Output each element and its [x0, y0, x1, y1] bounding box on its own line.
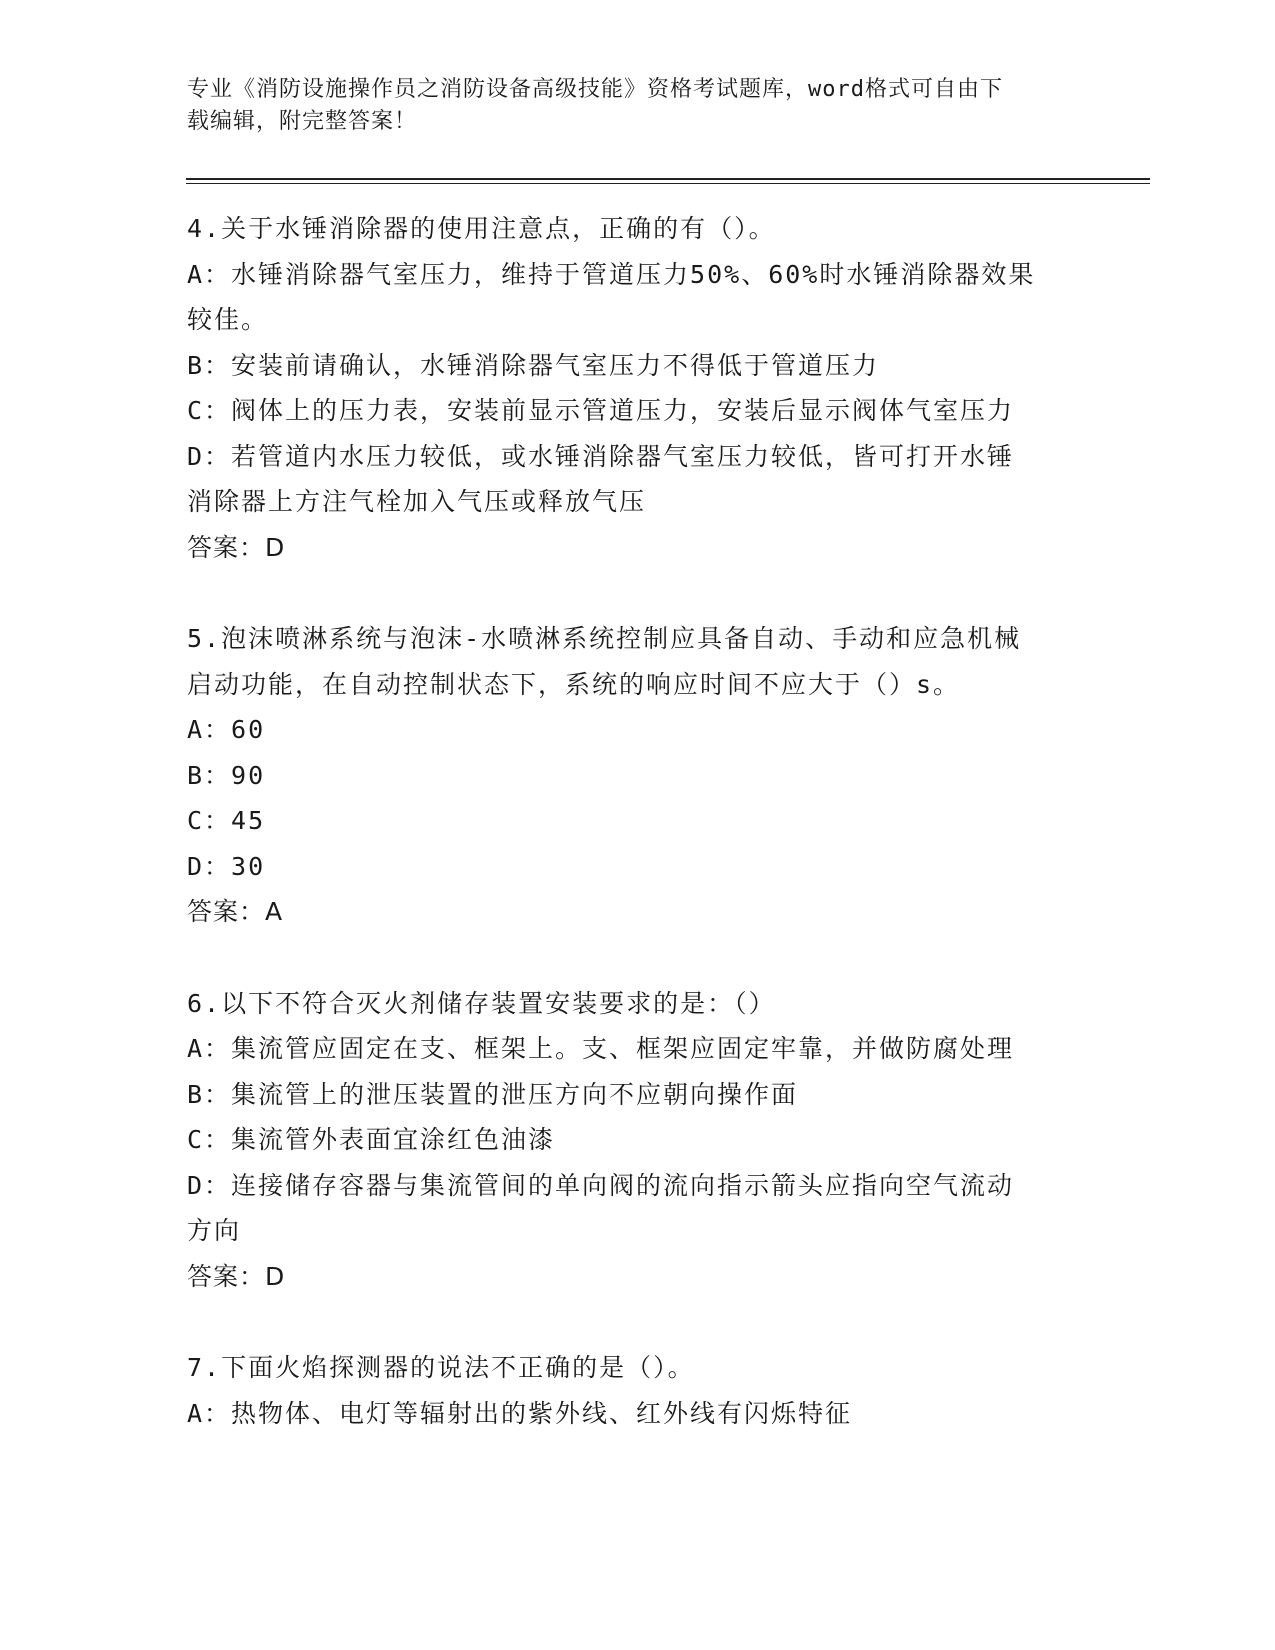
option-d: D：连接储存容器与集流管间的单向阀的流向指示箭头应指向空气流动 [187, 1170, 1015, 1200]
answer-line: 答案：D [187, 532, 286, 562]
question-stem: 5.泡沫喷淋系统与泡沫-水喷淋系统控制应具备自动、手动和应急机械 [187, 624, 1022, 653]
header-line-2: 载编辑，附完整答案！ [187, 109, 418, 134]
question-stem-cont: 启动功能，在自动控制状态下，系统的响应时间不应大于（）s。 [187, 669, 961, 699]
option-b: B：安装前请确认，水锤消除器气室压力不得低于管道压力 [187, 350, 880, 380]
option-d-cont: 方向 [187, 1216, 242, 1245]
option-c: C：集流管外表面宜涂红色油漆 [187, 1125, 556, 1154]
option-c: C：45 [187, 806, 266, 835]
option-b: B：90 [187, 760, 266, 790]
header-rule-thick [186, 178, 1150, 180]
question-stem: 6.以下不符合灭火剂储存装置安装要求的是：（） [187, 988, 776, 1018]
question-7 [187, 1345, 1087, 1436]
option-a: A：水锤消除器气室压力，维持于管道压力50%、60%时水锤消除器效果 [187, 259, 1036, 289]
question-stem: 7.下面火焰探测器的说法不正确的是（）。 [187, 1353, 695, 1382]
answer-line: 答案：A [187, 897, 284, 926]
question-4 [187, 206, 1087, 570]
option-d: D：若管道内水压力较低，或水锤消除器气室压力较低，皆可打开水锤 [187, 441, 1015, 471]
option-a: A：60 [187, 715, 266, 744]
option-d: D：30 [187, 851, 266, 881]
question-stem: 4.关于水锤消除器的使用注意点，正确的有（）。 [187, 214, 776, 243]
question-6 [187, 981, 1087, 1300]
answer-line: 答案：D [187, 1261, 286, 1291]
option-a: A：集流管应固定在支、框架上。支、框架应固定牢靠，并做防腐处理 [187, 1034, 1015, 1063]
header-line-1: 专业《消防设施操作员之消防设备高级技能》资格考试题库，word格式可自由下 [187, 77, 1003, 102]
option-b: B：集流管上的泄压装置的泄压方向不应朝向操作面 [187, 1079, 799, 1109]
question-list [187, 206, 1087, 1482]
option-d-cont: 消除器上方注气栓加入气压或释放气压 [187, 487, 647, 516]
header-rule-thin [186, 183, 1150, 184]
question-5 [187, 616, 1087, 935]
option-a-cont: 较佳。 [187, 305, 269, 334]
option-c: C：阀体上的压力表，安装前显示管道压力，安装后显示阀体气室压力 [187, 396, 1015, 425]
page-header [187, 74, 1087, 138]
option-a: A：热物体、电灯等辐射出的紫外线、红外线有闪烁特征 [187, 1398, 853, 1428]
